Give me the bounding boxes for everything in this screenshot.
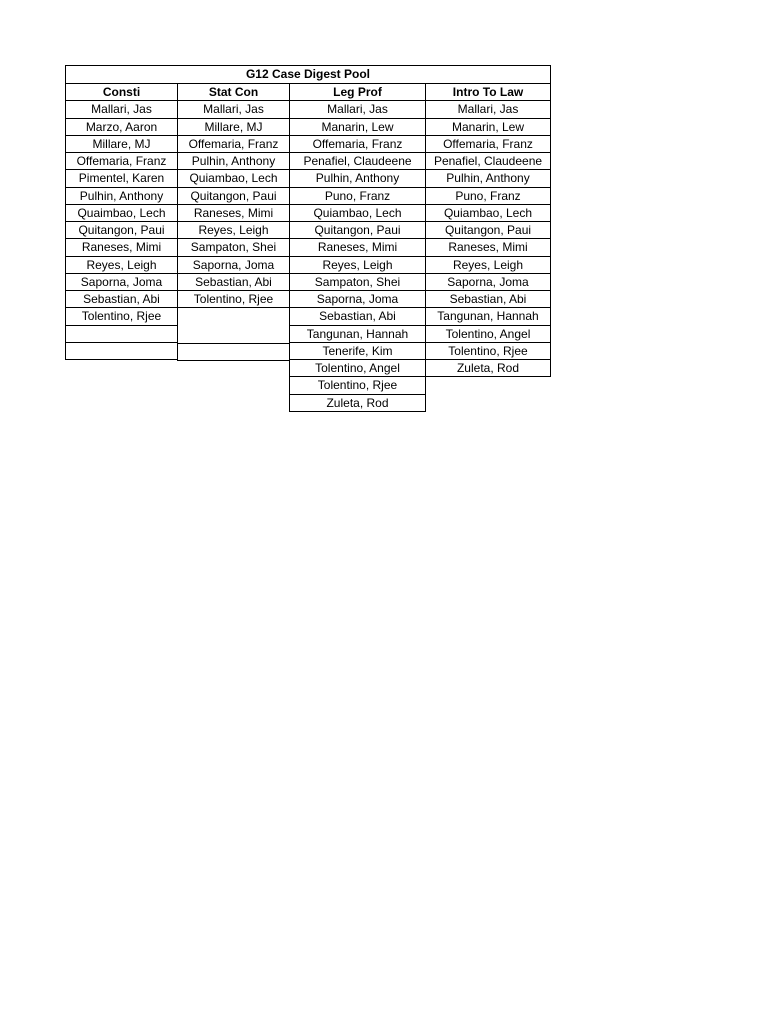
name-cell: Offemaria, Franz — [177, 135, 290, 153]
name-cell: Millare, MJ — [177, 118, 290, 136]
name-cell: Offemaria, Franz — [65, 152, 178, 170]
name-cell: Saporna, Joma — [425, 273, 551, 291]
name-cell: Manarin, Lew — [289, 118, 426, 136]
column-header: Intro To Law — [425, 83, 551, 101]
name-cell: Pulhin, Anthony — [425, 169, 551, 187]
name-cell: Sampaton, Shei — [289, 273, 426, 291]
sheet-title: G12 Case Digest Pool — [65, 65, 551, 84]
name-cell: Pimentel, Karen — [65, 169, 178, 187]
name-cell: Quaimbao, Lech — [65, 204, 178, 222]
name-cell: Saporna, Joma — [177, 256, 290, 274]
name-cell: Pulhin, Anthony — [65, 187, 178, 205]
name-cell: Quitangon, Paui — [425, 221, 551, 239]
name-cell: Puno, Franz — [425, 187, 551, 205]
name-cell: Saporna, Joma — [289, 290, 426, 308]
name-cell: Tolentino, Rjee — [65, 307, 178, 325]
name-cell: Sebastian, Abi — [289, 307, 426, 325]
name-cell: Tenerife, Kim — [289, 342, 426, 360]
name-cell: Penafiel, Claudeene — [289, 152, 426, 170]
name-cell: Offemaria, Franz — [425, 135, 551, 153]
name-cell: Millare, MJ — [65, 135, 178, 153]
name-cell: Raneses, Mimi — [289, 238, 426, 256]
name-cell: Penafiel, Claudeene — [425, 152, 551, 170]
column-stat-con — [177, 83, 290, 361]
name-cell: Tolentino, Rjee — [177, 290, 290, 308]
name-cell: Reyes, Leigh — [65, 256, 178, 274]
column-header: Consti — [65, 83, 178, 101]
name-cell: Tangunan, Hannah — [425, 307, 551, 325]
column-header: Stat Con — [177, 83, 290, 101]
name-cell: Pulhin, Anthony — [289, 169, 426, 187]
name-cell: Quitangon, Paui — [65, 221, 178, 239]
name-cell: Sampaton, Shei — [177, 238, 290, 256]
name-cell: Raneses, Mimi — [65, 238, 178, 256]
empty-cell — [177, 308, 290, 344]
name-cell: Saporna, Joma — [65, 273, 178, 291]
name-cell: Sebastian, Abi — [65, 290, 178, 308]
empty-cell — [65, 325, 178, 343]
column-intro-to-law — [425, 83, 551, 377]
empty-cell — [177, 343, 290, 361]
name-cell: Quiambao, Lech — [289, 204, 426, 222]
name-cell: Tolentino, Angel — [289, 359, 426, 377]
name-cell: Quiambao, Lech — [425, 204, 551, 222]
name-cell: Sebastian, Abi — [177, 273, 290, 291]
name-cell: Puno, Franz — [289, 187, 426, 205]
name-cell: Sebastian, Abi — [425, 290, 551, 308]
name-cell: Quitangon, Paui — [289, 221, 426, 239]
name-cell: Zuleta, Rod — [289, 394, 426, 412]
name-cell: Manarin, Lew — [425, 118, 551, 136]
name-cell: Mallari, Jas — [289, 100, 426, 118]
name-cell: Tolentino, Angel — [425, 325, 551, 343]
name-cell: Quitangon, Paui — [177, 187, 290, 205]
name-cell: Reyes, Leigh — [289, 256, 426, 274]
name-cell: Tangunan, Hannah — [289, 325, 426, 343]
name-cell: Mallari, Jas — [65, 100, 178, 118]
name-cell: Quiambao, Lech — [177, 169, 290, 187]
name-cell: Mallari, Jas — [425, 100, 551, 118]
name-cell: Tolentino, Rjee — [425, 342, 551, 360]
column-consti — [65, 83, 178, 360]
column-header: Leg Prof — [289, 83, 426, 101]
name-cell: Reyes, Leigh — [425, 256, 551, 274]
name-cell: Reyes, Leigh — [177, 221, 290, 239]
name-cell: Mallari, Jas — [177, 100, 290, 118]
name-cell: Marzo, Aaron — [65, 118, 178, 136]
column-leg-prof — [289, 83, 426, 412]
empty-cell — [65, 342, 178, 360]
name-cell: Offemaria, Franz — [289, 135, 426, 153]
name-cell: Pulhin, Anthony — [177, 152, 290, 170]
name-cell: Zuleta, Rod — [425, 359, 551, 377]
name-cell: Tolentino, Rjee — [289, 376, 426, 394]
name-cell: Raneses, Mimi — [425, 238, 551, 256]
name-cell: Raneses, Mimi — [177, 204, 290, 222]
